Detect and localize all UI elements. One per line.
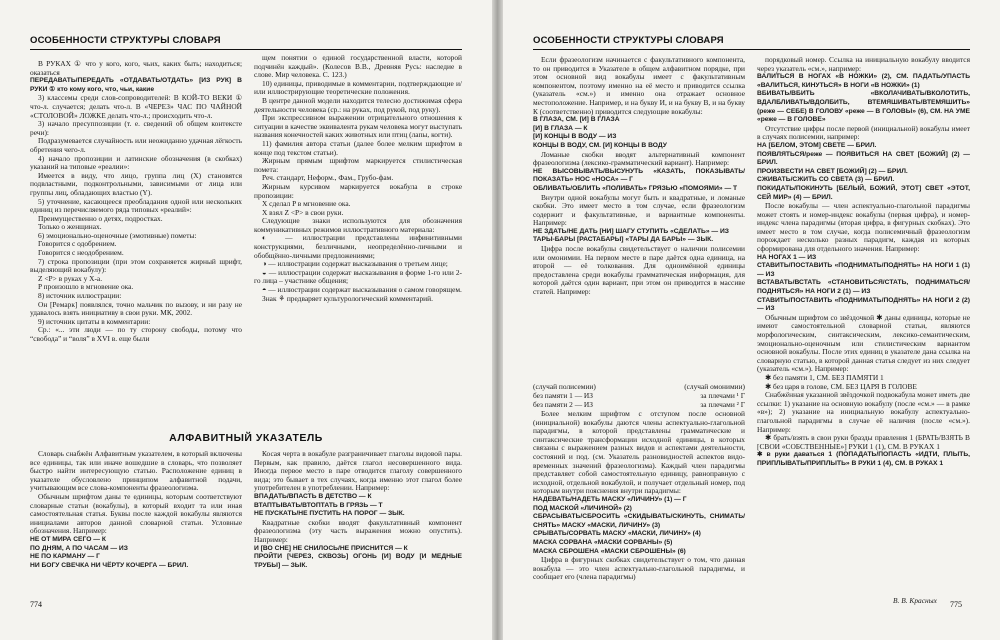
- right-column-1-continued: [533, 410, 745, 596]
- text-paragraph: X взял Z <P> в свои руки.: [262, 207, 344, 217]
- text-paragraph: В ГЛАЗА, СМ. [И] В ГЛАЗА: [533, 116, 620, 124]
- text-paragraph: [И] В ГЛАЗА — К: [533, 124, 588, 132]
- text-paragraph: ПОД МАСКОЙ «ЛИЧИНОЙ» (2): [533, 504, 632, 512]
- text-paragraph: Жирным прямым шрифтом маркируется стилистическая помета:: [254, 156, 462, 174]
- book-gutter: [492, 0, 503, 640]
- text-paragraph: Говорится с одобрением.: [38, 239, 117, 249]
- running-header: ОСОБЕННОСТИ СТРУКТУРЫ СЛОВАРЯ: [533, 34, 970, 50]
- text-paragraph: И [ВО СНЕ] НЕ СНИЛОСЬ/НЕ ПРИСНИТСЯ — К: [254, 544, 408, 552]
- text-paragraph: Только о женщинах.: [38, 222, 102, 232]
- text-paragraph: ПОЯВЛЯТЬСЯ/реже — ПОЯВИТЬСЯ НА СВЕТ [БОЖИЙ] (2) — БРИЛ.: [757, 150, 970, 167]
- text-paragraph: 5) уточнение, касающееся преобладания одной или нескольких единиц из перечисляемого ряда типовых «реалий»:: [30, 196, 242, 215]
- text-paragraph: Z <P> в руках у X-а.: [38, 273, 103, 283]
- text-paragraph: СЖИВАТЬ/СЖИТЬ СО СВЕТА (3) — БРИЛ.: [757, 176, 895, 184]
- text-paragraph: ТАРЫ-БАРЫ [РАСТАБАРЫ] «ТАРЫ ДА БАРЫ» — ЗЫК.: [533, 236, 714, 244]
- text-paragraph: Следующие знаки используются для обозначения коммуникативных режимов иллюстративного материала:: [254, 216, 462, 234]
- text-paragraph: ПЕРЕДАВАТЬ/ПЕРЕДАТЬ «ОТДАВАТЬ/ОТДАТЬ» [ИЗ РУК] В РУКИ ① кто кому кого, что, чьи, какие: [30, 77, 242, 93]
- text-paragraph: НИ БОГУ СВЕЧКА НИ ЧЁРТУ КОЧЕРГА — БРИЛ.: [30, 561, 189, 569]
- text-paragraph: Ср.: «... эти люди — по ту сторону свободы, потому что “свобода” и “воля” в XVI в. еще были: [30, 325, 242, 343]
- text-paragraph: ПРОИЗВЕСТИ НА СВЕТ [БОЖИЙ] (2) — БРИЛ.: [757, 167, 908, 175]
- text-paragraph: Более мелким шрифтом с отступом после основной (инициальной) вокабулы даются члены аспектуально-глагольной парадигмы, в которой представлены грамматические и синтаксические трансформации исходной единицы, в которых связаны с выражением разных видов и аспектами деятельности, состояний и под. (см. Указатель разновидностей аспектов видо-временных значений фразеологизма). Каждый член парадигмы представляет собой самостоятельную единицу, равноправную с исходной, отдельной вокабулой, и получает отдельный номер, под которым внутри пояснения внутри парадигмы:: [533, 410, 745, 496]
- article-author: В. В. Красных: [893, 596, 937, 605]
- text-paragraph: СТАВИТЬ/ПОСТАВИТЬ «ПОДНИМАТЬ/ПОДНЯТЬ» НА НОГИ 2 (2) — ИЗ: [757, 296, 970, 313]
- text-paragraph: Знак ⚘ предваряет культурологический комментарий.: [262, 293, 433, 303]
- text-paragraph: ✱ в руки даваться 1 (ПОПАДАТЬ/ПОПАСТЬ «ИДТИ, ПЛЫТЬ, ПРИПЛЫВАТЬ/ПРИПЛЫТЬ» В РУКИ 1 (4), СМ. В РУКАХ 1: [757, 451, 970, 467]
- table-row: [533, 391, 745, 400]
- text-paragraph: ВТАПТЫВАТЬ/ВТОПТАТЬ В ГРЯЗЬ — Т: [254, 501, 383, 509]
- text-paragraph: НЕ ЗДАТЬ/НЕ ДАТЬ [НИ] ШАГУ СТУПИТЬ «СДЕЛАТЬ» — ИЗ: [533, 227, 729, 235]
- text-paragraph: НА [БЕЛОМ, ЭТОМ] СВЕТЕ — БРИЛ.: [757, 141, 877, 149]
- text-paragraph: ВПАДАТЬ/ВПАСТЬ В ДЕТСТВО — К: [254, 492, 372, 500]
- text-paragraph: Словарь снабжён Алфавитным указателем, в который включены все единицы, так или иначе вошедшие в словарь, что позволяет быстро найти интересующую статью. Расположение единиц в указателе обусловлено принципом алфавитной подачи, учитывающим все слова-компоненты фразеологизма.: [30, 450, 242, 493]
- text-paragraph: НЕ ПУСКАТЬ/НЕ ПУСТИТЬ НА ПОРОГ — ЗЫК.: [254, 510, 405, 518]
- text-paragraph: ✱ брать/взять в свои руки бразды правления 1 (БРАТЬ/ВЗЯТЬ В [СВОИ «СОБСТВЕННЫЕ»] РУКИ 1 (1), СМ. В РУКАХ 1: [757, 433, 970, 451]
- table-row: [533, 400, 745, 409]
- text-paragraph: ◒ — иллюстрации содержат высказывания в форме 1-го или 2-го лица – участнике общения;: [254, 267, 462, 286]
- text-paragraph: МАСКА СБРОШЕНА «МАСКИ СБРОШЕНЫ» (6): [533, 547, 686, 555]
- text-paragraph: ✱ без памяти 1, СМ. БЕЗ ПАМЯТИ 1: [765, 372, 884, 382]
- text-paragraph: Отсутствие цифры после первой (инициальной) вокабулы имеет в случаях полисемии, например:: [757, 123, 970, 142]
- text-paragraph: ПО ДНЯМ, А ПО ЧАСАМ — ИЗ: [30, 544, 128, 552]
- text-paragraph: НЕ ОТ МИРА СЕГО — К: [30, 535, 106, 543]
- text-paragraph: СБРАСЫВАТЬ/СБРОСИТЬ «СКИДЫВАТЬ/СКИНУТЬ, СНИМАТЬ/СНЯТЬ» МАСКУ «МАСКИ, ЛИЧИНУ» (3): [533, 513, 745, 529]
- text-paragraph: ПОКИДАТЬ/ПОКИНУТЬ [БЕЛЫЙ, БОЖИЙ, ЭТОТ] СВЕТ «ЭТОТ, СЕЙ МИР» (4) — БРИЛ.: [757, 184, 970, 201]
- text-paragraph: МАСКА СОРВАНА «МАСКИ СОРВАНЫ» (5): [533, 538, 673, 546]
- text-paragraph: X сделал P в мгновение ока.: [262, 199, 351, 209]
- text-paragraph: Преимущественно о детях, подростках.: [38, 213, 163, 223]
- text-paragraph: ◑ — иллюстрации содержат высказывания о третьем лице;: [262, 259, 448, 269]
- text-paragraph: НА НОГАХ 1 — ИЗ: [757, 253, 817, 261]
- text-paragraph: 8) источник иллюстрации:: [38, 291, 122, 301]
- text-paragraph: Внутри одной вокабулы могут быть и квадратные, и ломаные скобки. Это имеет место в том случае, если фразеологизм содержит и факультативные, и вариантные компоненты. Например:: [533, 192, 745, 228]
- text-paragraph: 11) фамилия автора статьи (далее более мелким шрифтом в конце под текстом статьи).: [254, 138, 462, 157]
- text-paragraph: ПРОЙТИ [ЧЕРЕЗ, СКВОЗЬ] ОГОНЬ [И] ВОДУ [И МЕДНЫЕ ТРУБЫ] — ЗЫК.: [254, 553, 462, 569]
- table-cell: (случай омонимии): [684, 382, 745, 391]
- text-paragraph: ◓ — иллюстрации содержат высказывания о самом говорящем.: [262, 285, 462, 295]
- text-paragraph: Цифра после вокабулы свидетельствует о наличии полисемии или омонимии. На первом месте в паре даётся одна единица, на второй — её толкования. Для одноимённой единицы предоставлена среди вокабулы грамматическая информация, для которой даётся один вариант, при этом он приводится в массиве статей. Например:: [533, 244, 745, 297]
- text-paragraph: Реч. стандарт, Неформ., Фам., Грубо-фам.: [262, 173, 394, 183]
- text-paragraph: В центре данной модели находится телесно достижимая сфера деятельности человека (ср.: на руках, под рукой, под руку).: [254, 95, 462, 114]
- text-paragraph: Ломаные скобки вводят альтернативный компонент фразеологизма (лексико-грамматический вариант). Например:: [533, 149, 745, 168]
- left-page: [0, 0, 492, 640]
- text-paragraph: 4) начало пропозиции и латинские обозначения (в скобках) указаний на типовые «реалии»:: [30, 153, 242, 172]
- right-page: [503, 0, 1000, 640]
- text-paragraph: ОБЛИВАТЬ/ОБЛИТЬ «ПОЛИВАТЬ» ГРЯЗЬЮ «ПОМОЯМИ» — Т: [533, 184, 738, 192]
- text-paragraph: щем понятии о единой государственной власти, которой подчинён каждый». (Колесов В.В., Древняя Русь: наследие в слове. Мир человека. С. 123.): [254, 54, 462, 80]
- text-paragraph: Если фразеологизм начинается с факультативного компонента, то он приводится в Указателе в общем алфавитном порядке, при этом основной вид вокабулы имеет с факультативным компонентом, поэтому именно на её место и приводится ссылка (указатель «см.») и именно она отражает основное местоположение. Например, и на букву И, и на букву В, и на букву К (соответственно) приводится следующие вокабулы:: [533, 56, 745, 116]
- text-paragraph: 3) начало пресуппозиции (т. е. сведений об общем контексте речи):: [30, 119, 242, 137]
- right-column-1: [533, 56, 745, 382]
- table-cell: за плечами ¹ Г: [700, 391, 745, 400]
- running-header: ОСОБЕННОСТИ СТРУКТУРЫ СЛОВАРЯ: [30, 34, 462, 50]
- text-paragraph: 10) единицы, приводимые в комментарии, подтверждающие и/или иллюстрирующие теоретические положения.: [254, 78, 462, 97]
- example-table: [533, 382, 745, 409]
- left-column-1: [30, 60, 242, 424]
- table-cell: без памяти 2 — ИЗ: [533, 400, 593, 409]
- left-column-4: [254, 450, 462, 590]
- text-paragraph: В РУКАХ ① что у кого, кого, чьих, каких быть; находиться; оказаться: [30, 60, 242, 77]
- text-paragraph: 9) источник цитаты в комментарии:: [38, 316, 151, 326]
- text-paragraph: Обычным шрифтом со звёздочкой ✱ даны единицы, которые не имеют самостоятельной словарной статьи, являются морфологическим, синтаксическим, лексико-семантическим, эмоционально-оценочным или стилистическим вариантом основной вокабулы. После этих единиц в указателе дана ссылка на словарную статью, в которой данная статья следует из них следует (указатель «см.»). Например:: [757, 312, 970, 374]
- text-paragraph: ВБИВАТЬ/ВБИТЬ «ВКОЛАЧИВАТЬ/ВКОЛОТИТЬ, ВДАЛБЛИВАТЬ/ВДОЛБИТЬ, ВТЕМЯШИВАТЬ/ВТЕМЯШИТЬ» (реже — СЕБЕ) В ГОЛОВУ «реже — В ГОЛОВЫ» (6), СМ. НА УМЕ «реже — В ГОЛОВЕ»: [757, 90, 970, 124]
- table-cell: за плечами ² Г: [700, 400, 745, 409]
- text-paragraph: ВСТАВАТЬ/ВСТАТЬ «СТАНОВИТЬСЯ/СТАТЬ, ПОДНИМАТЬСЯ/ПОДНЯТЬСЯ» НА НОГИ 2 (1) — ИЗ: [757, 279, 970, 296]
- left-column-2: [254, 54, 462, 424]
- text-paragraph: Обычным шрифтом даны те единицы, которым соответствуют словарные статьи (вокабулы), в который входит та или иная самостоятельная статья. Буквы после каждой вокабулы являются инициалами авторов данной словарной статьи. Условные обозначения. Например:: [30, 491, 242, 536]
- text-paragraph: ✱ без царя в голове, СМ. БЕЗ ЦАРЯ В ГОЛОВЕ: [765, 381, 917, 391]
- text-paragraph: Квадратные скобки вводят факультативный компонент фразеологизма (эту часть выражения можно опустить). Например:: [254, 517, 462, 544]
- text-paragraph: 7) строка пропозиции (при этом сохраняется жирный шрифт, выделяющий вокабулу):: [30, 256, 242, 275]
- table-cell: (случай полисемии): [533, 382, 596, 391]
- text-paragraph: ВАЛИТЬСЯ В НОГАХ «В НОЖКИ» (2), СМ. ПАДАТЬ/УПАСТЬ «ВАЛИТЬСЯ, КИНУТЬСЯ» В НОГИ «В НОЖКИ» (1): [757, 73, 970, 89]
- text-paragraph: порядковый номер. Ссылка на инициальную вокабулу вводится через указатель «см.», например:: [757, 56, 970, 73]
- text-paragraph: КОНЦЫ В ВОДУ, СМ. [И] КОНЦЫ В ВОДУ: [533, 141, 667, 149]
- text-paragraph: Косая черта в вокабуле разграничивает глаголы видовой пары. Первым, как правило, даётся глагол несовершенного вида. Иногда первое место в паре отводится глаголу совершенного вида; это бывает в тех случаях, когда именно этот глагол более употребителен в употреблении. Например:: [254, 450, 462, 493]
- text-paragraph: 6) эмоционально-оценочные (эмотивные) пометы:: [38, 230, 197, 240]
- text-paragraph: Он [Ремарк] появлялся, точно мальчик по вызову, и ни разу не удавалось взять инициативу в свои руки. МК, 2002.: [30, 299, 242, 318]
- left-column-3: [30, 450, 242, 590]
- text-paragraph: СТАВИТЬ/ПОСТАВИТЬ «ПОДНИМАТЬ/ПОДНЯТЬ» НА НОГИ 1 (1) — ИЗ: [757, 262, 970, 278]
- text-paragraph: НЕ ПО КАРМАНУ — Г: [30, 553, 100, 561]
- text-paragraph: P произошло в мгновение ока.: [38, 282, 134, 292]
- text-paragraph: Имеется в виду, что лицо, группа лиц (X) становятся подвластными, подконтрольными, зависимыми от лица или группы лиц, обладающих властью (Y).: [30, 170, 242, 197]
- right-column-2: [757, 56, 970, 594]
- text-paragraph: ◐ — иллюстрации представлены инфинитивными конструкциями, безличными, неопределённо-личными и обобщённо-личными предложениями;: [254, 233, 462, 260]
- text-paragraph: НАДЕВАТЬ/НАДЕТЬ МАСКУ «ЛИЧИНУ» (1) — Г: [533, 495, 687, 503]
- text-paragraph: Жирным курсивом маркируется вокабула в строке пропозиции:: [254, 181, 462, 200]
- text-paragraph: [И] КОНЦЫ В ВОДУ — ИЗ: [533, 133, 617, 141]
- text-paragraph: При экспрессивном выражении отрицательного отношения к ситуации в качестве эквивалента рукам человека могут выступать названия конечностей каких животных или птиц (лапы, когти).: [254, 113, 462, 140]
- table-row: [533, 382, 745, 391]
- text-paragraph: Подразумевается случайность или неожиданно удачная лёгкость обретения чего-л.: [30, 136, 242, 154]
- text-paragraph: После вокабулы — член аспектуально-глагольной парадигмы может стоять и номер-индекс вокабулы (первая цифра), и номер-индекс члена парадигмы (вторая цифра, в фигурных скобках). Это имеет место в том случае, когда полисемичный фразеологизм порождает несколько разных парадигм, каждая из которых сформирована для отдельного значения. Например:: [757, 201, 970, 254]
- text-paragraph: Говорится с неодобрением.: [38, 248, 124, 258]
- text-paragraph: СРЫВАТЬ/СОРВАТЬ МАСКУ «МАСКИ, ЛИЧИНУ» (4): [533, 530, 701, 538]
- text-paragraph: 3) классемы среди слов-сопроводителей: В КОЙ-ТО ВЕКИ ① что-л. случается; делать что-л. В «ЧЕРЕЗ» ЧАС ПО ЧАЙНОЙ «СТОЛОВОЙ» ЛОЖКЕ делать что-л.; происходить что-л.: [30, 93, 242, 120]
- table-cell: без памяти 1 — ИЗ: [533, 391, 593, 400]
- text-paragraph: Снабжённая указанной звёздочкой подвокабула может иметь две ссылки: 1) указание на основную вокабулу (после «см.» — в рамке «в»); 2) указание на инициальную вокабулу аспектуально-глагольной парадигмы в случае её наличия (после «см.»). Например:: [757, 390, 970, 434]
- section-title: АЛФАВИТНЫЙ УКАЗАТЕЛЬ: [169, 432, 323, 444]
- page-number: 774: [30, 600, 42, 609]
- text-paragraph: Цифра в фигурных скобках свидетельствует о том, что данная вокабула — это член аспектуально-глагольной парадигмы, и сообщает его (члена парадигмы): [533, 555, 745, 582]
- text-paragraph: НЕ ВЫСОВЫВАТЬ/ВЫСУНУТЬ «КАЗАТЬ, ПОКАЗЫВАТЬ/ПОКАЗАТЬ» НОС «НОСА» — Г: [533, 167, 745, 184]
- page-number: 775: [950, 600, 962, 609]
